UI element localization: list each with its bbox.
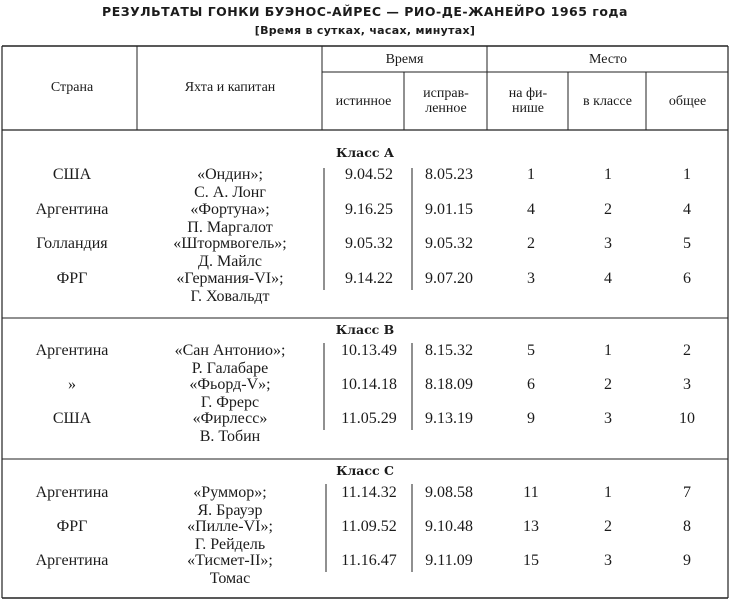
cell-place-overall: 7 <box>683 484 691 501</box>
cell-place-class: 1 <box>604 342 612 359</box>
cell-time-true: 9.14.22 <box>345 270 393 287</box>
cell-place-finish: 11 <box>523 484 539 501</box>
cell-country: Аргентина <box>35 484 109 501</box>
cell-time-true: 11.16.47 <box>341 552 397 569</box>
cell-yacht: «Пилле-VI»; <box>187 518 273 535</box>
cell-place-class: 4 <box>604 270 612 287</box>
cell-place-finish: 2 <box>527 235 535 252</box>
header-yacht-captain: Яхта и капитан <box>184 80 276 95</box>
header-overall: общее <box>668 94 707 109</box>
header-time-corrected-line2: ленное <box>425 101 467 116</box>
cell-place-finish: 15 <box>523 552 539 569</box>
cell-time-corrected: 8.05.23 <box>425 166 473 183</box>
cell-place-finish: 9 <box>527 410 535 427</box>
header-country: Страна <box>50 80 94 95</box>
cell-captain: Д. Майлс <box>198 253 262 270</box>
cell-place-class: 3 <box>604 552 612 569</box>
cell-place-class: 2 <box>604 518 612 535</box>
header-time-corrected <box>405 86 487 116</box>
header-time-true: истинное <box>335 94 392 109</box>
header-at-finish <box>488 86 568 116</box>
cell-time-corrected: 8.18.09 <box>425 376 473 393</box>
cell-place-finish: 1 <box>527 166 535 183</box>
class-label: Класс С <box>336 463 394 478</box>
cell-captain: Я. Брауэр <box>197 502 263 519</box>
cell-time-corrected: 9.05.32 <box>425 235 473 252</box>
cell-yacht: «Сан Антонио»; <box>174 342 286 359</box>
cell-captain: Г. Фрерс <box>200 394 260 411</box>
cell-time-true: 9.16.25 <box>345 201 393 218</box>
header-at-finish-line2: нише <box>512 101 544 116</box>
cell-country: Аргентина <box>35 342 109 359</box>
cell-place-overall: 6 <box>683 270 691 287</box>
cell-place-class: 1 <box>604 166 612 183</box>
cell-yacht: «Ондин»; <box>197 166 263 183</box>
cell-time-true: 11.05.29 <box>341 410 397 427</box>
cell-place-overall: 10 <box>679 410 695 427</box>
cell-captain: Г. Рейдель <box>194 536 266 553</box>
cell-yacht: «Фортуна»; <box>190 201 270 218</box>
cell-time-true: 9.04.52 <box>345 166 393 183</box>
cell-place-class: 2 <box>604 376 612 393</box>
cell-place-overall: 9 <box>683 552 691 569</box>
cell-time-corrected: 9.07.20 <box>425 270 473 287</box>
cell-country: ФРГ <box>56 518 88 535</box>
cell-place-overall: 8 <box>683 518 691 535</box>
cell-country: США <box>52 166 92 183</box>
cell-captain: В. Тобин <box>199 428 261 445</box>
cell-place-finish: 3 <box>527 270 535 287</box>
cell-yacht: «Фирлесс» <box>192 410 268 427</box>
cell-country: США <box>52 410 92 427</box>
class-label: Класс В <box>335 322 395 337</box>
header-in-class: в классе <box>583 94 632 109</box>
cell-place-finish: 6 <box>527 376 535 393</box>
cell-time-corrected: 9.11.09 <box>425 552 473 569</box>
cell-captain: П. Маргалот <box>187 219 273 236</box>
cell-place-overall: 1 <box>683 166 691 183</box>
table-title: РЕЗУЛЬТАТЫ ГОНКИ БУЭНОС-АЙРЕС — РИО-ДЕ-ЖАНЕЙРО 1965 года <box>102 4 628 19</box>
cell-yacht: «Фьорд-V»; <box>189 376 271 393</box>
cell-place-overall: 3 <box>683 376 691 393</box>
cell-country: ФРГ <box>56 270 88 287</box>
cell-time-corrected: 9.13.19 <box>425 410 473 427</box>
cell-place-finish: 4 <box>527 201 535 218</box>
cell-captain: Г. Ховальдт <box>190 288 270 305</box>
cell-time-true: 11.14.32 <box>341 484 397 501</box>
cell-place-finish: 5 <box>527 342 535 359</box>
cell-time-corrected: 9.10.48 <box>425 518 473 535</box>
class-label: Класс А <box>335 145 395 160</box>
cell-place-overall: 5 <box>683 235 691 252</box>
cell-place-overall: 4 <box>683 201 691 218</box>
header-time: Время <box>385 52 424 67</box>
cell-yacht: «Тисмет-II»; <box>187 552 273 569</box>
cell-time-corrected: 9.01.15 <box>425 201 473 218</box>
cell-country: Аргентина <box>35 552 109 569</box>
cell-place-class: 3 <box>604 235 612 252</box>
cell-place-class: 3 <box>604 410 612 427</box>
cell-place-class: 2 <box>604 201 612 218</box>
cell-time-true: 10.13.49 <box>341 342 397 359</box>
cell-place-class: 1 <box>604 484 612 501</box>
cell-time-true: 10.14.18 <box>341 376 397 393</box>
table-subtitle: [Время в сутках, часах, минутах] <box>254 24 476 37</box>
header-place: Место <box>589 52 627 67</box>
cell-country: Аргентина <box>35 201 109 218</box>
cell-time-corrected: 9.08.58 <box>425 484 473 501</box>
cell-time-true: 11.09.52 <box>341 518 397 535</box>
header-at-finish-line1: на фи- <box>508 86 548 101</box>
cell-yacht: «Штормвогель»; <box>173 235 287 252</box>
cell-country: Голландия <box>36 235 108 252</box>
cell-place-finish: 13 <box>523 518 539 535</box>
cell-country: » <box>68 376 76 393</box>
cell-captain: Р. Галабаре <box>191 360 269 377</box>
cell-yacht: «Германия-VI»; <box>176 270 284 287</box>
cell-captain: Томас <box>209 570 251 587</box>
cell-time-true: 9.05.32 <box>345 235 393 252</box>
header-time-corrected-line1: исправ- <box>423 86 469 101</box>
cell-captain: С. А. Лонг <box>194 184 266 201</box>
cell-place-overall: 2 <box>683 342 691 359</box>
cell-time-corrected: 8.15.32 <box>425 342 473 359</box>
cell-yacht: «Руммор»; <box>193 484 267 501</box>
